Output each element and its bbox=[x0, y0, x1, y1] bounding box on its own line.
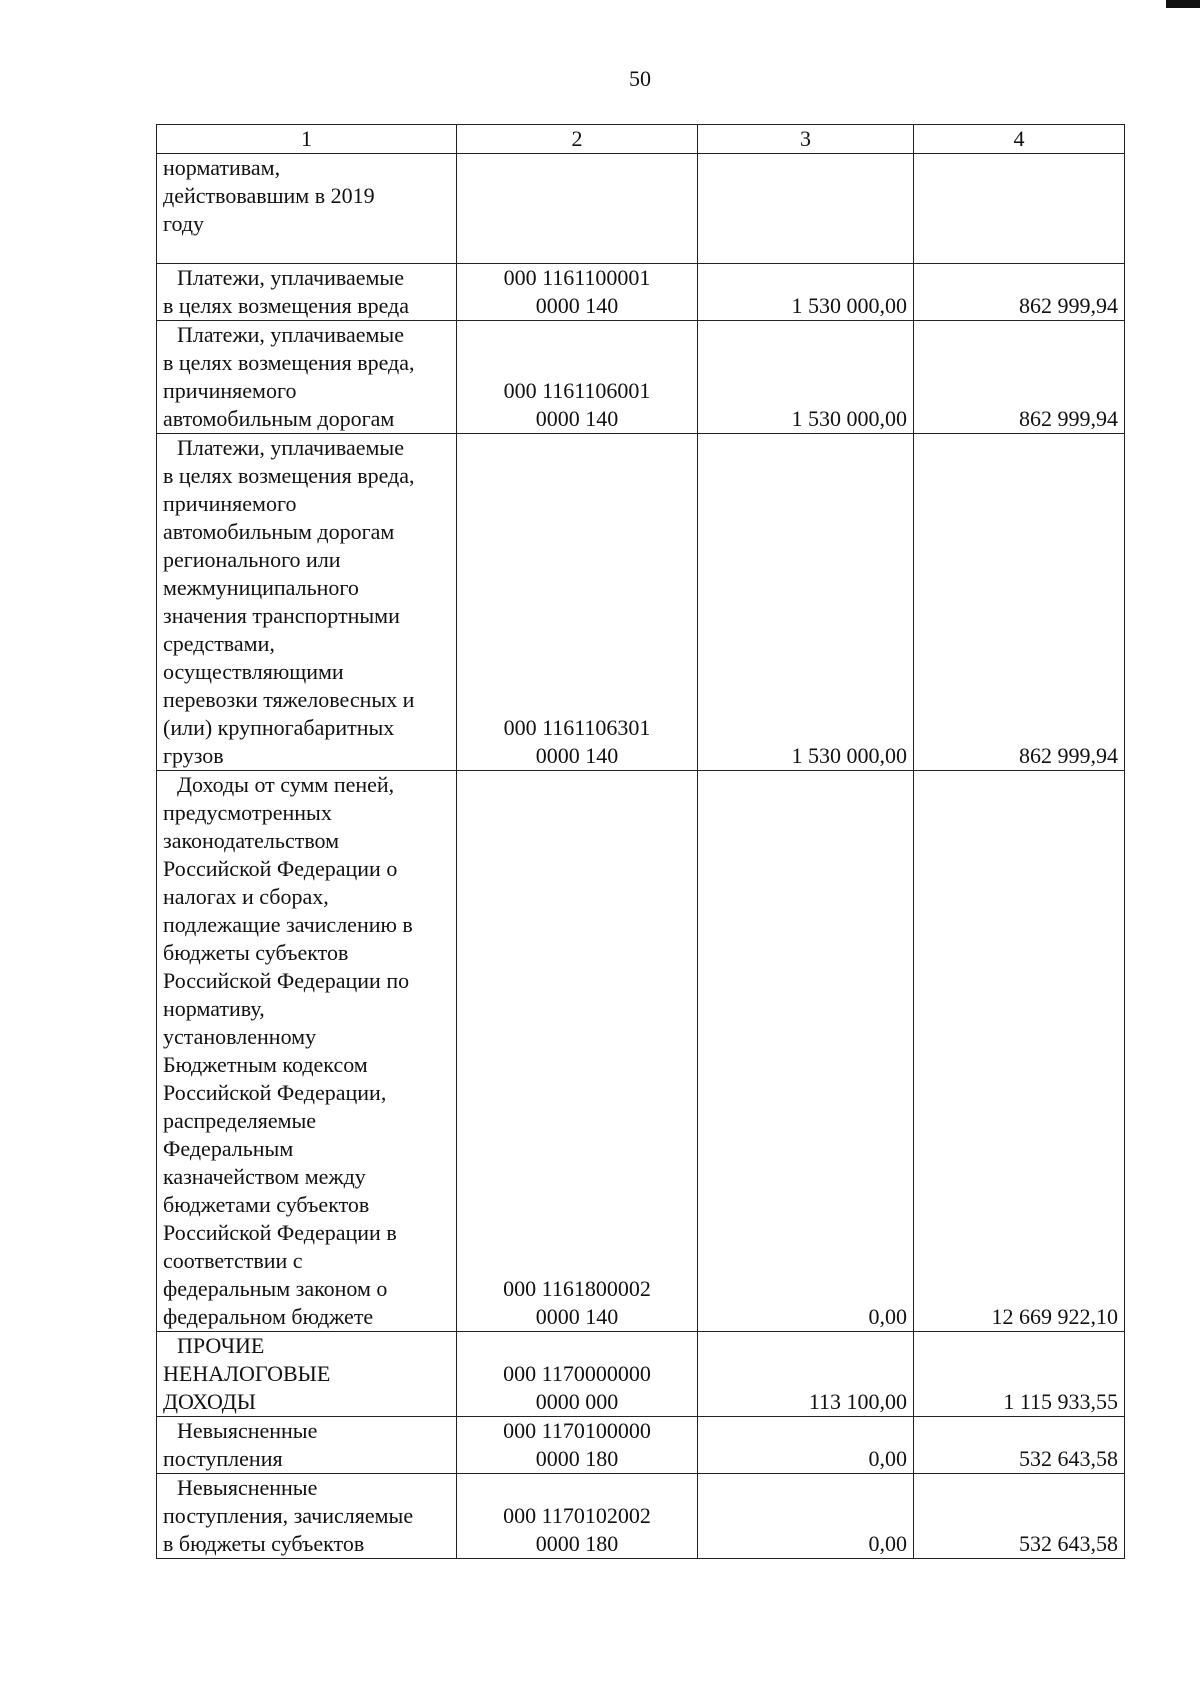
column-header-3: 3 bbox=[698, 125, 914, 154]
table-row bbox=[157, 321, 1125, 434]
row-code: 000 1161106001 0000 140 bbox=[457, 321, 698, 434]
row-name: Доходы от сумм пеней, предусмотренных законодательством Российской Федерации о налогах и сборах, подлежащие зачислению в бюджеты субъектов Российской Федерации по нормативу, установленному Бюджетным кодексом Российской Федерации, распределяемые Федеральным казначейством между бюджетами субъектов Российской Федерации в соответствии с федеральным законом о федеральном бюджете bbox=[157, 771, 457, 1332]
page-number: 50 bbox=[629, 66, 651, 91]
row-plan bbox=[698, 154, 914, 264]
row-name: Платежи, уплачиваемые в целях возмещения вреда, причиняемого автомобильным дорогам регионального или межмуниципального значения транспортными средствами, осуществляющими перевозки тяжеловесных и (или) крупногабаритных грузов bbox=[157, 434, 457, 771]
row-plan: 1 530 000,00 bbox=[698, 264, 914, 321]
row-actual: 862 999,94 bbox=[914, 321, 1125, 434]
row-actual: 532 643,58 bbox=[914, 1474, 1125, 1559]
row-actual: 862 999,94 bbox=[914, 434, 1125, 771]
row-code: 000 1170102002 0000 180 bbox=[457, 1474, 698, 1559]
table-row bbox=[157, 1474, 1125, 1559]
row-actual: 1 115 933,55 bbox=[914, 1332, 1125, 1417]
row-plan: 1 530 000,00 bbox=[698, 321, 914, 434]
column-header-4: 4 bbox=[914, 125, 1125, 154]
table-row bbox=[157, 771, 1125, 1332]
table-row bbox=[157, 264, 1125, 321]
column-header-1: 1 bbox=[157, 125, 457, 154]
row-code: 000 1170000000 0000 000 bbox=[457, 1332, 698, 1417]
row-actual bbox=[914, 154, 1125, 264]
row-actual: 862 999,94 bbox=[914, 264, 1125, 321]
table-row bbox=[157, 434, 1125, 771]
revenue-table bbox=[156, 124, 1125, 1559]
row-code: 000 1161106301 0000 140 bbox=[457, 434, 698, 771]
row-name: нормативам, действовавшим в 2019 году bbox=[157, 154, 457, 264]
row-name: Невыясненные поступления bbox=[157, 1417, 457, 1474]
row-code bbox=[457, 154, 698, 264]
row-plan: 0,00 bbox=[698, 1417, 914, 1474]
row-actual: 532 643,58 bbox=[914, 1417, 1125, 1474]
table-row bbox=[157, 154, 1125, 264]
row-plan: 0,00 bbox=[698, 1474, 914, 1559]
table-row bbox=[157, 1332, 1125, 1417]
row-code: 000 1170100000 0000 180 bbox=[457, 1417, 698, 1474]
row-name: Невыясненные поступления, зачисляемые в бюджеты субъектов bbox=[157, 1474, 457, 1559]
row-plan: 113 100,00 bbox=[698, 1332, 914, 1417]
row-actual: 12 669 922,10 bbox=[914, 771, 1125, 1332]
table-row bbox=[157, 1417, 1125, 1474]
row-code: 000 1161100001 0000 140 bbox=[457, 264, 698, 321]
row-plan: 0,00 bbox=[698, 771, 914, 1332]
table-header-row bbox=[157, 125, 1125, 154]
row-plan: 1 530 000,00 bbox=[698, 434, 914, 771]
scan-edge-mark bbox=[1166, 0, 1200, 8]
row-name: ПРОЧИЕ НЕНАЛОГОВЫЕ ДОХОДЫ bbox=[157, 1332, 457, 1417]
row-name: Платежи, уплачиваемые в целях возмещения вреда, причиняемого автомобильным дорогам bbox=[157, 321, 457, 434]
row-code: 000 1161800002 0000 140 bbox=[457, 771, 698, 1332]
column-header-2: 2 bbox=[457, 125, 698, 154]
row-name: Платежи, уплачиваемые в целях возмещения вреда bbox=[157, 264, 457, 321]
